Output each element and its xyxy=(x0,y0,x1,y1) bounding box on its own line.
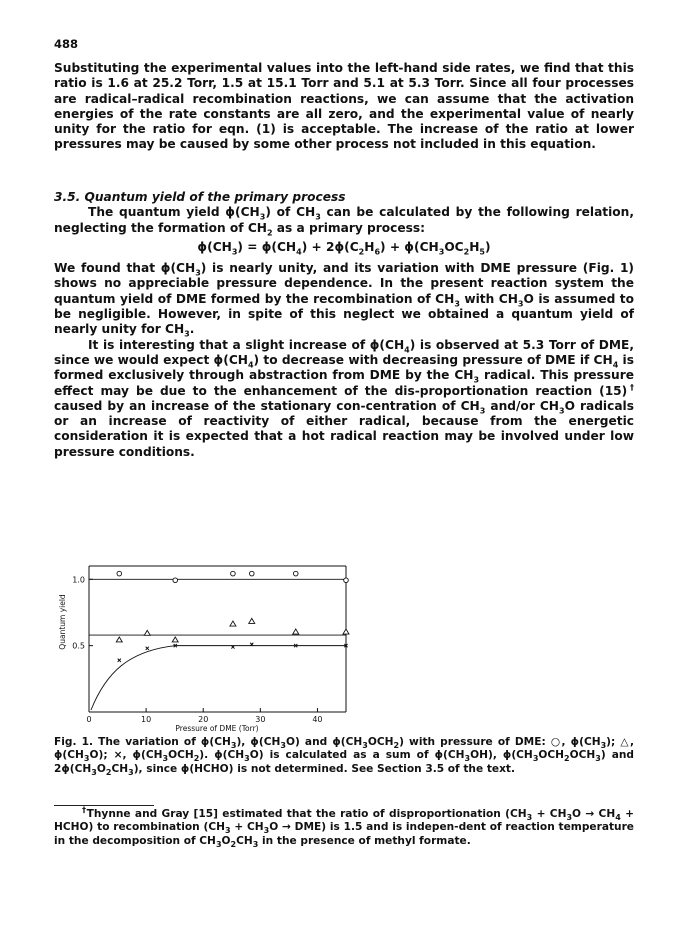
paragraph-1: Substituting the experimental values into the left-hand side rates, we find that this ratio is 1.6 at 25.2 Torr, 1.5 at 15.1 Torr and 5.1 at 5.3 Torr. Since all four processes are radical–radical recombination reactions, we can assume that the activation energies of the rate constants are all zero, and the experimental value of nearly unity for the ratio for eqn. (1) is acceptable. The increase of the ratio at lower pressures may be caused by some other process not included in this equation. xyxy=(54,61,634,152)
point-circle-3 xyxy=(249,571,254,576)
page-number: 488 xyxy=(54,37,79,51)
section-number: 3.5. xyxy=(54,190,81,204)
y-tick-label-0: 0.5 xyxy=(72,641,85,651)
point-circle-1 xyxy=(173,578,178,583)
x-tick-label-2: 20 xyxy=(198,715,209,724)
x-tick-label-0: 0 xyxy=(86,715,92,724)
point-triangle-1 xyxy=(144,630,150,635)
section-title: Quantum yield of the primary process xyxy=(84,190,346,204)
x-tick-label-4: 40 xyxy=(312,715,323,724)
point-circle-2 xyxy=(231,571,236,576)
point-triangle-4 xyxy=(249,618,255,623)
x-tick-label-1: 10 xyxy=(141,715,152,724)
point-triangle-0 xyxy=(116,637,122,642)
y-axis-label: Quantum yield xyxy=(58,594,67,650)
point-circle-0 xyxy=(117,571,122,576)
footnote: †Thynne and Gray [15] estimated that the ratio of disproportionation ($CH_3 + CH_3O \to CH_4$ + HCHO) to recombination $(CH_3 + CH_3O \to DME)$ is 1.5 and is indepen-dent of reaction temperature in the decomposition of $CH_3O_2CH_3$ in the presence of methyl formate. xyxy=(54,805,634,849)
point-circle-5 xyxy=(344,578,349,583)
equation: $\phi(CH_3) = \phi(CH_4) + 2\phi(C_2H_6) + \phi(CH_3OC_2H_5)$ xyxy=(197,239,491,257)
footnote-rule xyxy=(54,805,154,806)
paragraph-2: The quantum yield $\phi(CH_3)$ of $CH_3$ can be calculated by the following relation, neglecting the formation of $CH_2$ as a primary process: xyxy=(54,205,634,238)
point-triangle-2 xyxy=(172,637,178,642)
point-cross-1 xyxy=(146,647,149,650)
point-circle-4 xyxy=(293,571,298,576)
figure-caption: Fig. 1. The variation of $\phi(CH_3)$, $\phi(CH_3O)$ and $\phi(CH_3OCH_2)$ with pressure of DME: ○, $\phi(CH_3)$; △, $\phi(CH_3O)$; ×, $\phi(CH_3OCH_2)$. $\phi(CH_3O)$ is calculated as a sum of $\phi(CH_3OH)$, $\phi(CH_3OCH_2OCH_3)$ and $2\phi(CH_3O_2CH_3)$, since ϕ(HCHO) is not determined. See Section 3.5 of the text. xyxy=(54,736,635,777)
fit-line-2 xyxy=(91,646,346,710)
point-triangle-5 xyxy=(293,629,299,634)
x-tick-label-3: 30 xyxy=(255,715,266,724)
paragraph-3: We found that $\phi(CH_3)$ is nearly unity, and its variation with DME pressure (Fig. 1) shows no appreciable pressure dependence. In the present reaction system the quantum yield of DME formed by the recombination of $CH_3$ with $CH_3O$ is assumed to be negligible. However, in spite of this neglect we obtained a quantum yield of nearly unity for $CH_3$. xyxy=(54,261,635,339)
paragraph-4: It is interesting that a slight increase of $\phi(CH_4)$ is observed at 5.3 Torr of DME, since we would expect $\phi(CH_4)$ to decrease with decreasing pressure of DME if $CH_4$ is formed exclusively through abstraction from DME by the $CH_3$ radical. This pressure effect may be due to the enhancement of the dis-proportionation reaction (15)† caused by an increase of the stationary con-centration of $CH_3$ and/or $CH_3O$ radicals or an increase of reactivity of either radical, because from the energetic consideration it is expected that a hot radical reaction may be involved under low pressure conditions. xyxy=(54,337,634,459)
x-axis-label: Pressure of DME (Torr) xyxy=(175,724,259,733)
y-tick-label-1: 1.0 xyxy=(72,575,85,585)
point-triangle-3 xyxy=(230,621,236,626)
point-triangle-6 xyxy=(343,629,349,634)
point-cross-0 xyxy=(118,659,121,662)
